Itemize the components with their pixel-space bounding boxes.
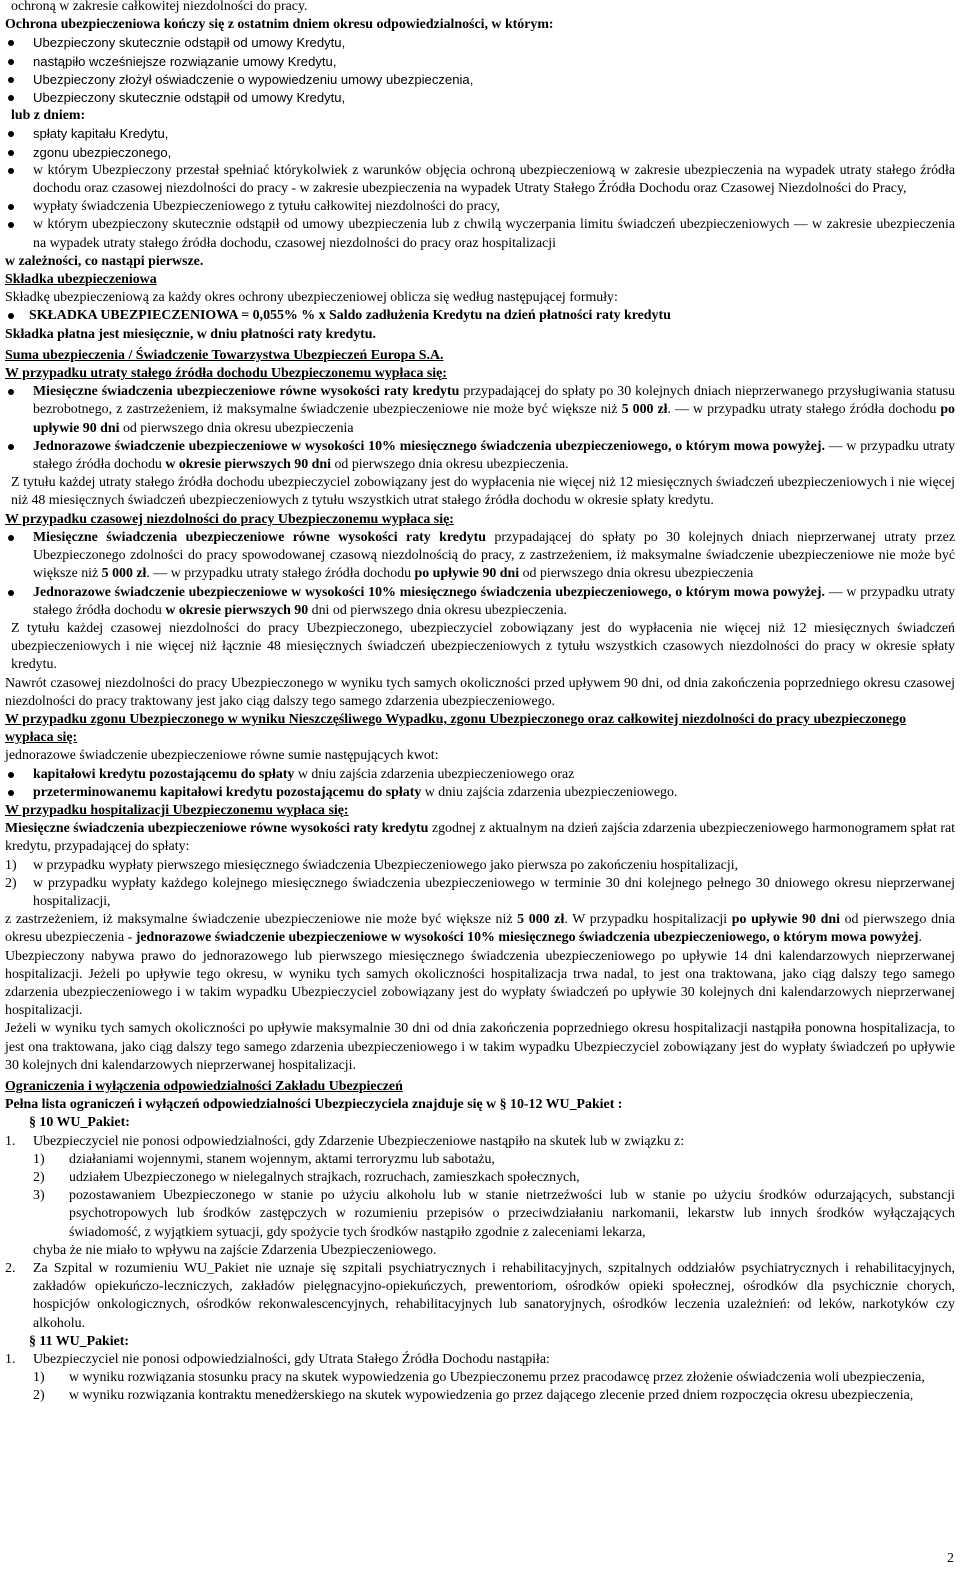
numbered-subitem: 2) udziałem Ubezpieczonego w nielegalnych strajkach, rozruchach, zamieszkach społecznych, [33, 1170, 580, 1185]
text-block: Z tytułu każdej utraty stałego źródła dochodu ubezpieczyciel zobowiązany jest do wypłacenia nie więcej niż 12 miesięcznych świadczeń ubezpieczeniowych i nie więcej niż 48 miesięcznych świadczeń ubezpieczeniowych z tytułu wszystkich utrat stałego źródła dochodu w okresie spłaty kredytu. [11, 475, 955, 509]
text-line: jednorazowe świadczenie ubezpieczeniowe równe sumie następujących kwot: [5, 748, 439, 764]
section-heading: W przypadku hospitalizacji Ubezpieczonemu wypłaca się: [5, 802, 349, 818]
section-heading: Suma ubezpieczenia / Świadczenie Towarzystwa Ubezpieczeń Europa S.A. [5, 347, 444, 363]
numbered-subitem: 3) pozostawaniem Ubezpieczonego w stanie po użyciu alkoholu lub w stanie nietrzeźwości lub w stanie po użyciu środków odurzających, substancji psychotropowych lub środków zastępczych w rozumieniu przepisów o przeciwdziałaniu narkomanii, lekarstw lub innych środków wyłączających świadomość, z wyjątkiem sytuacji, gdy spożycie tych środków nastąpiło zgodnie z zaleceniami lekarza, [33, 1188, 955, 1240]
list-item: zgonu ubezpieczonego, [5, 144, 955, 162]
document-page [5, 0, 955, 1406]
section-heading: W przypadku czasowej niezdolności do pracy Ubezpieczonemu wypłaca się: [5, 511, 454, 527]
text-line: ochroną w zakresie całkowitej niezdolności do pracy. [11, 0, 308, 14]
text-block: Jeżeli w wyniku tych samych okoliczności po upływie maksymalnie 30 dni od dnia zakończenia poprzedniego okresu hospitalizacji nastąpiła ponowna hospitalizacja, to jest ona traktowana, jako ciąg dalszy tego samego zdarzenia ubezpieczeniowego i w takim wypadku Ubezpieczyciel zobowiązany jest do wypłaty świadczeń po upływie 30 kolejnych dni kalendarzowych nieprzerwanej hospitalizacji. [5, 1021, 955, 1073]
page-number: 2 [947, 1551, 954, 1566]
list-item: Ubezpieczony skutecznie odstąpił od umowy Kredytu, [5, 89, 955, 107]
list-item: w którym ubezpieczony skutecznie odstąpił od umowy ubezpieczenia lub z chwilą wyczerpania limitu świadczeń ubezpieczeniowych — w zakresie ubezpieczenia na wypadek utraty stałego źródła dochodu, czasowej niezdolności do pracy oraz hospitalizacji [5, 216, 955, 252]
list-item: w którym Ubezpieczony przestał spełniać którykolwiek z warunków objęcia ochroną ubezpieczeniową w zakresie ubezpieczenia na wypadek utraty stałego źródła dochodu oraz czasowej niezdolności do pracy - w zakresie ubezpieczenia na wypadek Utraty Stałego Źródła Dochodu oraz Czasowej Niezdolności do Pracy, [5, 162, 955, 198]
list-item: przeterminowanemu kapitałowi kredytu pozostającemu do spłaty w dniu zajścia zdarzenia ubezpieczeniowego. [5, 784, 955, 802]
section-heading: Ochrona ubezpieczeniowa kończy się z ostatnim dniem okresu odpowiedzialności, w którym: [5, 17, 554, 33]
formula-line: SKŁADKA UBEZPIECZENIOWA = 0,055% % x Saldo zadłużenia Kredytu na dzień płatności raty kredytu [5, 307, 955, 325]
numbered-item: 1) w przypadku wypłaty pierwszego miesięcznego świadczenia Ubezpieczeniowego jako pierwsza po zakończeniu hospitalizacji, [5, 857, 739, 873]
numbered-item: 2) w przypadku wypłaty każdego kolejnego miesięcznego świadczenia ubezpieczeniowego w terminie 30 dni kolejnego pełnego 30 dniowego okresu nieprzerwanej hospitalizacji, [5, 875, 955, 909]
numbered-subitem: 2) w wyniku rozwiązania kontraktu menedżerskiego na skutek wypowiedzenia go przez dającego zlecenie przed dniem rozpoczęcia okresu ubezpieczenia, [33, 1388, 914, 1404]
subsection-heading: § 10 WU_Pakiet: [29, 1115, 130, 1131]
text-block: z zastrzeżeniem, iż maksymalne świadczenie ubezpieczeniowe nie może być większe niż 5 000 zł. W przypadku hospitalizacji po upływie 90 dni od pierwszego dnia okresu ubezpieczenia - jednorazowe świadczenie ubezpieczeniowe w wysokości 10% miesięcznego świadczenia ubezpieczeniowego, o którym mowa powyżej. [5, 912, 955, 946]
text-line: w zależności, co nastąpi pierwsze. [5, 253, 204, 269]
list-item: Miesięczne świadczenia ubezpieczeniowe równe wysokości raty kredytu przypadającej do spłaty po 30 kolejnych dniach nieprzerwanej utraty przez Ubezpieczonego zdolności do pracy spowodowanej czasową niezdolnością do pracy, z zastrzeżeniem, iż maksymalne świadczenie ubezpieczeniowe nie może być większe niż 5 000 zł. — w przypadku utraty stałego źródła dochodu po upływie 90 dni od pierwszego dnia okresu ubezpieczenia [5, 529, 955, 584]
section-heading: Ograniczenia i wyłączenia odpowiedzialności Zakładu Ubezpieczeń [5, 1078, 403, 1094]
list-item: Jednorazowe świadczenie ubezpieczeniowe w wysokości 10% miesięcznego świadczenia ubezpieczeniowego, o którym mowa powyżej. — w przypadku utraty stałego źródła dochodu w okresie pierwszych 90 dni od pierwszego dnia okresu ubezpieczenia. [5, 438, 955, 474]
list-item: kapitałowi kredytu pozostającemu do spłaty w dniu zajścia zdarzenia ubezpieczeniowego oraz [5, 766, 955, 784]
list-item: Ubezpieczony złożył oświadczenie o wypowiedzeniu umowy ubezpieczenia, [5, 71, 955, 89]
text-block: Miesięczne świadczenia ubezpieczeniowe równe wysokości raty kredytu zgodnej z aktualnym na dzień zajścia zdarzenia ubezpieczeniowego harmonogramem spłat rat kredytu, przypadającej do spłaty: [5, 821, 956, 855]
list-item: nastąpiło wcześniejsze rozwiązanie umowy Kredytu, [5, 53, 955, 71]
section-heading: W przypadku zgonu Ubezpieczonego w wyniku Nieszczęśliwego Wypadku, zgonu Ubezpieczonego oraz całkowitej niezdolności do pracy ubezpieczonego wypłaca się: [5, 711, 907, 746]
text-line: chyba że nie miało to wpływu na zajście Zdarzenia Ubezpieczeniowego. [33, 1242, 437, 1258]
section-heading: W przypadku utraty stałego źródła dochodu Ubezpieczonemu wypłaca się: [5, 366, 447, 382]
list-item: Miesięczne świadczenia ubezpieczeniowe równe wysokości raty kredytu przypadającej do spłaty po 30 kolejnych dniach nieprzerwanego przysługiwania statusu bezrobotnego, z zastrzeżeniem, iż maksymalne świadczenie ubezpieczeniowe nie może być większe niż 5 000 zł. — w przypadku utraty stałego źródła dochodu po upływie 90 dni od pierwszego dnia okresu ubezpieczenia [5, 383, 955, 438]
numbered-subitem: 1) działaniami wojennymi, stanem wojennym, aktami terroryzmu lub sabotażu, [33, 1151, 495, 1167]
numbered-subitem: 1) w wyniku rozwiązania stosunku pracy na skutek wypowiedzenia go Ubezpieczonemu przez pracodawcę przez złożenie oświadczenia woli ubezpieczenia, [33, 1370, 925, 1386]
text-line: lub z dniem: [11, 108, 86, 124]
list-item: Jednorazowe świadczenie ubezpieczeniowe w wysokości 10% miesięcznego świadczenia ubezpieczeniowego, o którym mowa powyżej. — w przypadku utraty stałego źródła dochodu w okresie pierwszych 90 dni od pierwszego dnia okresu ubezpieczenia. [5, 584, 955, 620]
text-block: Ubezpieczony nabywa prawo do jednorazowego lub pierwszego miesięcznego świadczenia ubezpieczeniowego po upływie 14 dni kalendarzowych nieprzerwanej hospitalizacji. Jeżeli po upływie tego okresu, w wyniku tych samych okoliczności hospitalizacja trwa nadal, to jest ona traktowana, jako ciąg dalszy tego samego zdarzenia ubezpieczeniowego i w takim wypadku Ubezpieczyciel zobowiązany jest do wypłaty świadczeń po upływie 30 kolejnych dni kalendarzowych nieprzerwanej hospitalizacji. [5, 948, 955, 1019]
list-item: Ubezpieczony skutecznie odstąpił od umowy Kredytu, [5, 34, 955, 52]
text-block: Z tytułu każdej czasowej niezdolności do pracy Ubezpieczonego, ubezpieczyciel zobowiązany jest do wypłacenia nie więcej niż 12 miesięcznych świadczeń ubezpieczeniowych i nie więcej niż łącznie 48 miesięcznych świadczeń ubezpieczeniowych z tytułu wszystkich czasowych niezdolności do pracy w okresie spłaty kredytu. [11, 620, 955, 673]
numbered-item: 1. Ubezpieczyciel nie ponosi odpowiedzialności, gdy Utrata Stałego Źródła Dochodu nastąpiła: [5, 1352, 550, 1368]
text-line: Składkę ubezpieczeniową za każdy okres ochrony ubezpieczeniowej oblicza się według następującej formuły: [5, 290, 618, 306]
text-line: Pełna lista ograniczeń i wyłączeń odpowiedzialności Ubezpieczyciela znajduje się w § 10-12 WU_Pakiet : [5, 1097, 623, 1113]
text-line: Składka płatna jest miesięcznie, w dniu płatności raty kredytu. [5, 326, 376, 342]
list-item: wypłaty świadczenia Ubezpieczeniowego z tytułu całkowitej niezdolności do pracy, [5, 198, 955, 216]
subsection-heading: § 11 WU_Pakiet: [29, 1333, 130, 1349]
text-block: Nawrót czasowej niezdolności do pracy Ubezpieczonego w wyniku tych samych okoliczności przed upływem 90 dni, od dnia zakończenia poprzedniego okresu czasowej niezdolności do pracy traktowany jest jako ciąg dalszy tego samego zdarzenia ubezpieczeniowego. [5, 675, 955, 709]
list-item: spłaty kapitału Kredytu, [5, 125, 955, 143]
section-heading: Składka ubezpieczeniowa [5, 272, 157, 288]
numbered-item: 1. Ubezpieczyciel nie ponosi odpowiedzialności, gdy Zdarzenie Ubezpieczeniowe nastąpiło na skutek lub w związku z: [5, 1133, 685, 1149]
numbered-item: 2. Za Szpital w rozumieniu WU_Pakiet nie uznaje się szpitali psychiatrycznych i rehabilitacyjnych, szpitalnych oddziałów psychiatrycznych i rehabilitacyjnych, zakładów opiekuńczo-leczniczych, zakładów pielęgnacyjno-opiekuńczych, prewentoriom, ośrodków opieki społecznej, ośrodków dla psychicznie chorych, hospicjów onkologicznych, ośrodków rekonwalescencyjnych, rehabilitacyjnych lub sanatoryjnych, ośrodków leczenia uzależnień: od leków, narkotyków czy alkoholu. [5, 1261, 955, 1331]
